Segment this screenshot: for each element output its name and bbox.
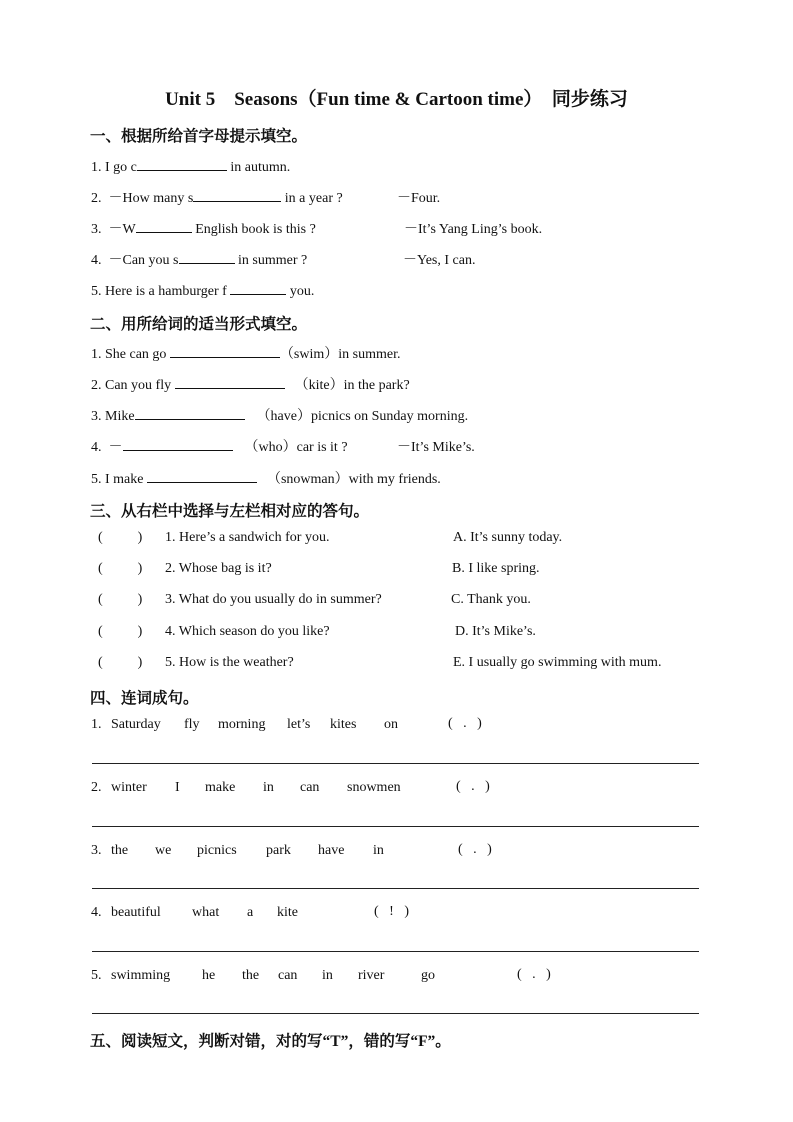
right-column-item: A. It’s sunny today. xyxy=(453,530,563,545)
left-column-item: 3. What do you usually do in summer? xyxy=(165,592,382,607)
word: morning xyxy=(218,717,266,732)
sentence-number: 2. xyxy=(91,780,102,795)
word: the xyxy=(242,968,260,983)
answer-line[interactable] xyxy=(92,888,699,889)
section-3-heading: 三、从右栏中选择与左栏相对应的答句。 xyxy=(90,503,370,520)
word: snowmen xyxy=(347,780,401,795)
answer-bracket[interactable]: ( ) xyxy=(98,624,143,639)
word: go xyxy=(421,968,435,983)
word: he xyxy=(202,968,216,983)
word: what xyxy=(192,905,220,920)
left-column-item: 2. Whose bag is it? xyxy=(165,561,272,576)
answer-blank[interactable] xyxy=(135,405,245,420)
punctuation-hint: ( . ) xyxy=(456,779,490,794)
right-column-item: E. I usually go swimming with mum. xyxy=(453,655,662,670)
answer-line[interactable] xyxy=(92,763,699,764)
right-column-item: B. I like spring. xyxy=(452,561,540,576)
sentence-number: 3. xyxy=(91,843,102,858)
s1-question-4: 4. －Can you s in summer ? xyxy=(91,249,307,269)
punctuation-hint: ( . ) xyxy=(448,716,482,731)
left-column-item: 4. Which season do you like? xyxy=(165,624,330,639)
s2-question-4: 4. － （who）car is it ? xyxy=(91,436,348,456)
s1-answer-4: －Yes, I can. xyxy=(403,253,476,268)
section-1-heading: 一、根据所给首字母提示填空。 xyxy=(90,128,308,145)
right-column-item: D. It’s Mike’s. xyxy=(455,624,536,639)
punctuation-hint: ( . ) xyxy=(517,967,551,982)
answer-blank[interactable] xyxy=(137,156,227,171)
answer-bracket[interactable]: ( ) xyxy=(98,561,143,576)
answer-line[interactable] xyxy=(92,1013,699,1014)
sentence-number: 4. xyxy=(91,905,102,920)
sentence-number: 1. xyxy=(91,717,102,732)
answer-line[interactable] xyxy=(92,826,699,827)
word: a xyxy=(247,905,254,920)
word: swimming xyxy=(111,968,171,983)
word: we xyxy=(155,843,172,858)
word: let’s xyxy=(287,717,311,732)
word: river xyxy=(358,968,385,983)
answer-blank[interactable] xyxy=(230,280,286,295)
word: in xyxy=(263,780,274,795)
answer-blank[interactable] xyxy=(136,218,192,233)
section-4-heading: 四、连词成句。 xyxy=(90,690,199,707)
word: in xyxy=(322,968,333,983)
section-2-heading: 二、用所给词的适当形式填空。 xyxy=(90,316,308,333)
s2-answer-4: －It’s Mike’s. xyxy=(397,440,475,455)
answer-blank[interactable] xyxy=(175,374,285,389)
word: the xyxy=(111,843,129,858)
punctuation-hint: ( . ) xyxy=(458,842,492,857)
word: have xyxy=(318,843,345,858)
left-column-item: 5. How is the weather? xyxy=(165,655,294,670)
word: beautiful xyxy=(111,905,161,920)
s2-question-2: 2. Can you fly （kite）in the park? xyxy=(91,374,410,394)
s2-question-5: 5. I make （snowman）with my friends. xyxy=(91,468,441,488)
s1-answer-3: －It’s Yang Ling’s book. xyxy=(404,222,543,237)
answer-blank[interactable] xyxy=(179,249,235,264)
answer-bracket[interactable]: ( ) xyxy=(98,655,143,670)
s2-question-1: 1. She can go （swim）in summer. xyxy=(91,343,401,363)
word: make xyxy=(205,780,236,795)
s1-answer-2: －Four. xyxy=(397,191,441,206)
s2-question-3: 3. Mike （have）picnics on Sunday morning. xyxy=(91,405,468,425)
answer-bracket[interactable]: ( ) xyxy=(98,592,143,607)
word: can xyxy=(278,968,298,983)
answer-blank[interactable] xyxy=(193,187,281,202)
sentence-number: 5. xyxy=(91,968,102,983)
right-column-item: C. Thank you. xyxy=(451,592,531,607)
word: winter xyxy=(111,780,147,795)
section-5-heading: 五、阅读短文，判断对错，对的写“T”，错的写“F”。 xyxy=(90,1033,451,1050)
answer-blank[interactable] xyxy=(170,343,280,358)
s1-question-5: 5. Here is a hamburger f you. xyxy=(91,280,314,300)
punctuation-hint: ( ! ) xyxy=(374,904,409,919)
answer-blank[interactable] xyxy=(123,436,233,451)
word: kite xyxy=(277,905,298,920)
page-title: Unit 5 Seasons（Fun time & Cartoon time） 同步练习 xyxy=(165,89,628,110)
word: in xyxy=(373,843,384,858)
word: on xyxy=(384,717,398,732)
s1-question-3: 3. －W English book is this ? xyxy=(91,218,316,238)
answer-bracket[interactable]: ( ) xyxy=(98,530,143,545)
word: fly xyxy=(184,717,200,732)
word: picnics xyxy=(197,843,237,858)
answer-blank[interactable] xyxy=(147,468,257,483)
word: kites xyxy=(330,717,357,732)
s1-question-1: 1. I go c in autumn. xyxy=(91,156,290,176)
answer-line[interactable] xyxy=(92,951,699,952)
word: can xyxy=(300,780,320,795)
left-column-item: 1. Here’s a sandwich for you. xyxy=(165,530,330,545)
s1-question-2: 2. －How many s in a year ? xyxy=(91,187,343,207)
word: park xyxy=(266,843,291,858)
word: I xyxy=(175,780,180,795)
word: Saturday xyxy=(111,717,161,732)
